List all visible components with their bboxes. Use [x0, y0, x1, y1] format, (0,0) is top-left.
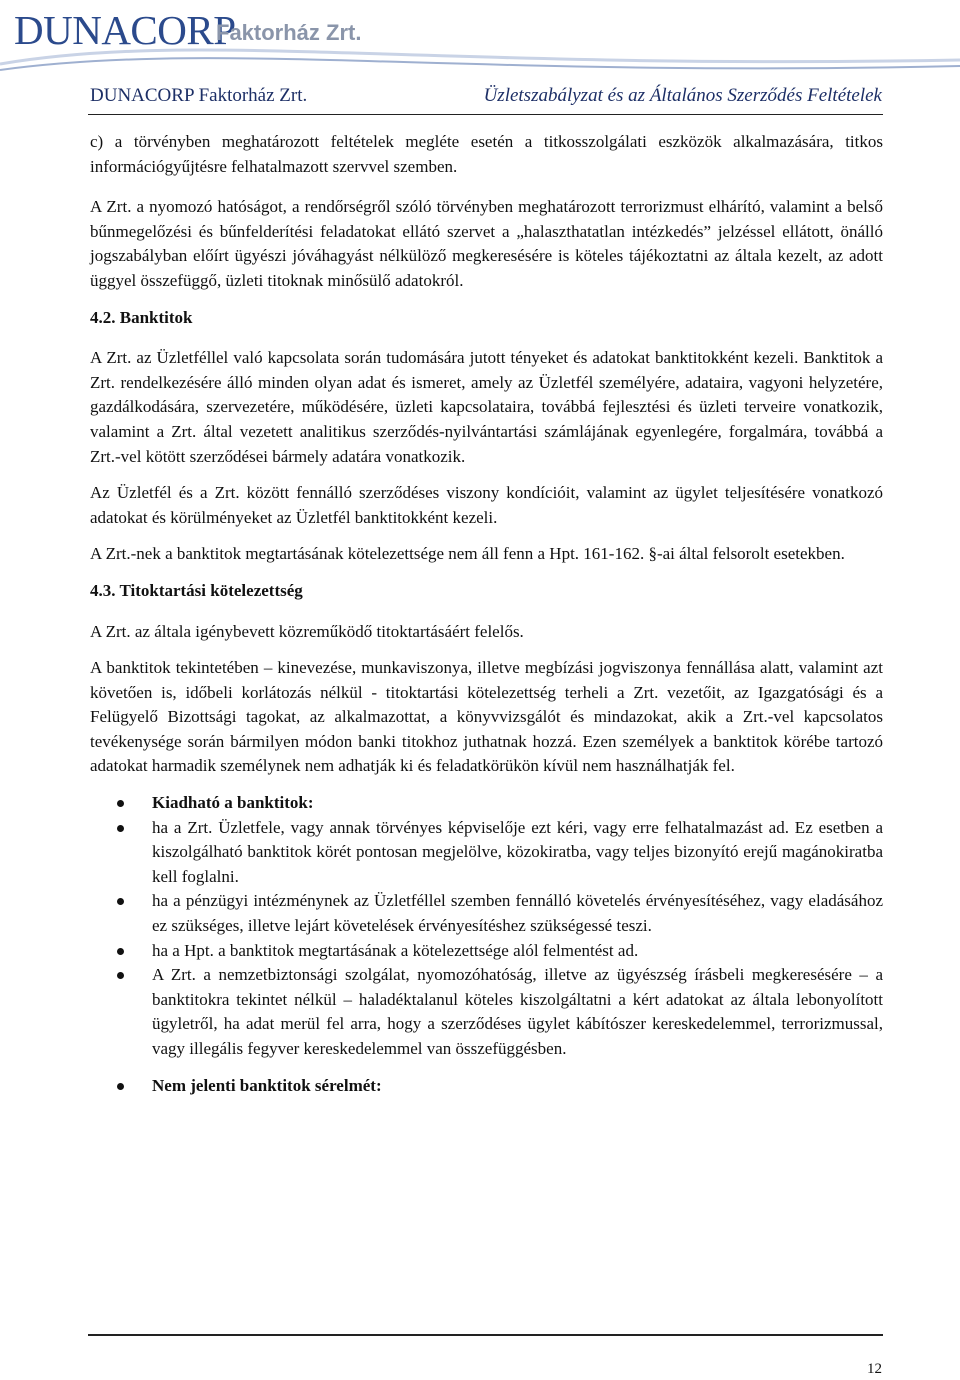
- list-item: ha a Hpt. a banktitok megtartásának a kötelezettsége alól felmentést ad.: [90, 939, 883, 964]
- document-body: [90, 130, 883, 1098]
- header-divider: [88, 114, 883, 115]
- company-logo: DUNACORP: [14, 7, 236, 53]
- paragraph-banktitok-1: A Zrt. az Üzletféllel való kapcsolata során tudomására jutott tényeket és adatokat banktitokként kezeli. Banktitok a Zrt. rendelkezésére álló minden olyan adat és ismeret, amely az Üzletfél személyére, adataira, vagyoni helyzetére, gazdálkodására, szervezetére, működésére, üzleti kapcsolataira, továbbá fejlesztési és üzleti terveire vonatkozik, valamint a Zrt. által vezetett analitikus szerződés-nyilvántartási számlájának egyenlegére, forgalmára, továbbá a Zrt.-vel kötött szerződései bármely adatára vonatkozik.: [90, 348, 883, 466]
- heading-banktitok: 4.2. Banktitok: [90, 307, 193, 327]
- list-item: Nem jelenti banktitok sérelmét:: [90, 1074, 883, 1099]
- header-document-title: Üzletszabályzat és az Általános Szerződés Feltételek: [483, 85, 882, 106]
- paragraph-titok-1: A Zrt. az általa igénybevett közreműködő titoktartásáért felelős.: [90, 621, 524, 641]
- list-item: ha a pénzügyi intézménynek az Üzletféllel szemben fennálló követelés érvényesítéséhez, vagy eladásához ez szükséges, illetve lejárt követelések érvényesítéshez szükségessé teszi.: [90, 889, 883, 938]
- paragraph-titok-2: A banktitok tekintetében – kinevezése, munkaviszonya, illetve megbízási jogviszonya fennállása alatt, valamint azt követően is, időbeli korlátozás nélkül - titoktartási kötelezettség terheli a Zrt. vezetőit, az Igazgatósági és a Felügyelő Bizottsági tagokat, az alkalmazottat, a könyvvizsgálót és mindazokat, akik a Zrt.-vel kapcsolatos tevékenysége során bármilyen módon banki titokhoz juthatnak hozzá. Ezen személyek a banktitok körébe tartozó adatokat harmadik személynek nem adhatják ki és feladatkörükön kívül nem használhatják fel.: [90, 658, 883, 776]
- paragraph-banktitok-3: A Zrt.-nek a banktitok megtartásának kötelezettsége nem áll fenn a Hpt. 161-162. §-ai által felsorolt esetekben.: [90, 544, 845, 564]
- page-number: 12: [867, 1361, 882, 1377]
- paragraph-nyomozo: A Zrt. a nyomozó hatóságot, a rendőrségről szóló törvényben meghatározott terrorizmust elhárító, valamint a belső bűnmegelőzési és bűnfelderítési feladatokat ellátó szervet a „halaszthatatlan intézkedés” jelzéssel ellátott, önálló jogszabályban előírt ügyészi jóváhagyást nélkülöző megkeresésére is köteles tájékoztatni az általa kezelt, az adott üggyel összefüggő, üzleti titoknak minősülő adatokról.: [90, 197, 883, 290]
- heading-titoktartas: 4.3. Titoktartási kötelezettség: [90, 580, 303, 600]
- paragraph-banktitok-2: Az Üzletfél és a Zrt. között fennálló szerződéses viszony kondícióit, valamint az ügylet teljesítésére vonatkozó adatokat és körülményeket az Üzletfél banktitokként kezeli.: [90, 483, 883, 527]
- header-company-name: DUNACORP Faktorház Zrt.: [90, 85, 308, 106]
- footer-divider: [88, 1334, 883, 1336]
- bullet-list: [90, 791, 883, 1098]
- company-logo-sub: Faktorház Zrt.: [216, 20, 362, 45]
- list-item: ha a Zrt. Üzletfele, vagy annak törvényes képviselője ezt kéri, vagy erre felhatalmazást ad. Ez esetben a kiszolgálható banktitok körét pontosan megjelölve, közokiratba, vagy teljes bizonyító erejű magánokiratba kell foglalni.: [90, 816, 883, 890]
- list-item: A Zrt. a nemzetbiztonsági szolgálat, nyomozóhatóság, illetve az ügyészség írásbeli megkeresésére – a banktitokra tekintet nélkül – haladéktalanul köteles kiszolgáltatni a kért adatokat az általa lebonyolított ügyletről, ha adat merül fel arra, hogy a szerződéses ügylet kábítószer kereskedelemmel, terrorizmussal, vagy illegális fegyver kereskedelemmel van összefüggésben.: [90, 963, 883, 1061]
- page-header: [0, 0, 960, 130]
- paragraph-c: c) a törvényben meghatározott feltételek megléte esetén a titkosszolgálati eszközök alkalmazására, titkos információgyűjtésre felhatalmazott szervvel szemben.: [90, 132, 883, 176]
- list-item: Kiadható a banktitok:: [90, 791, 883, 816]
